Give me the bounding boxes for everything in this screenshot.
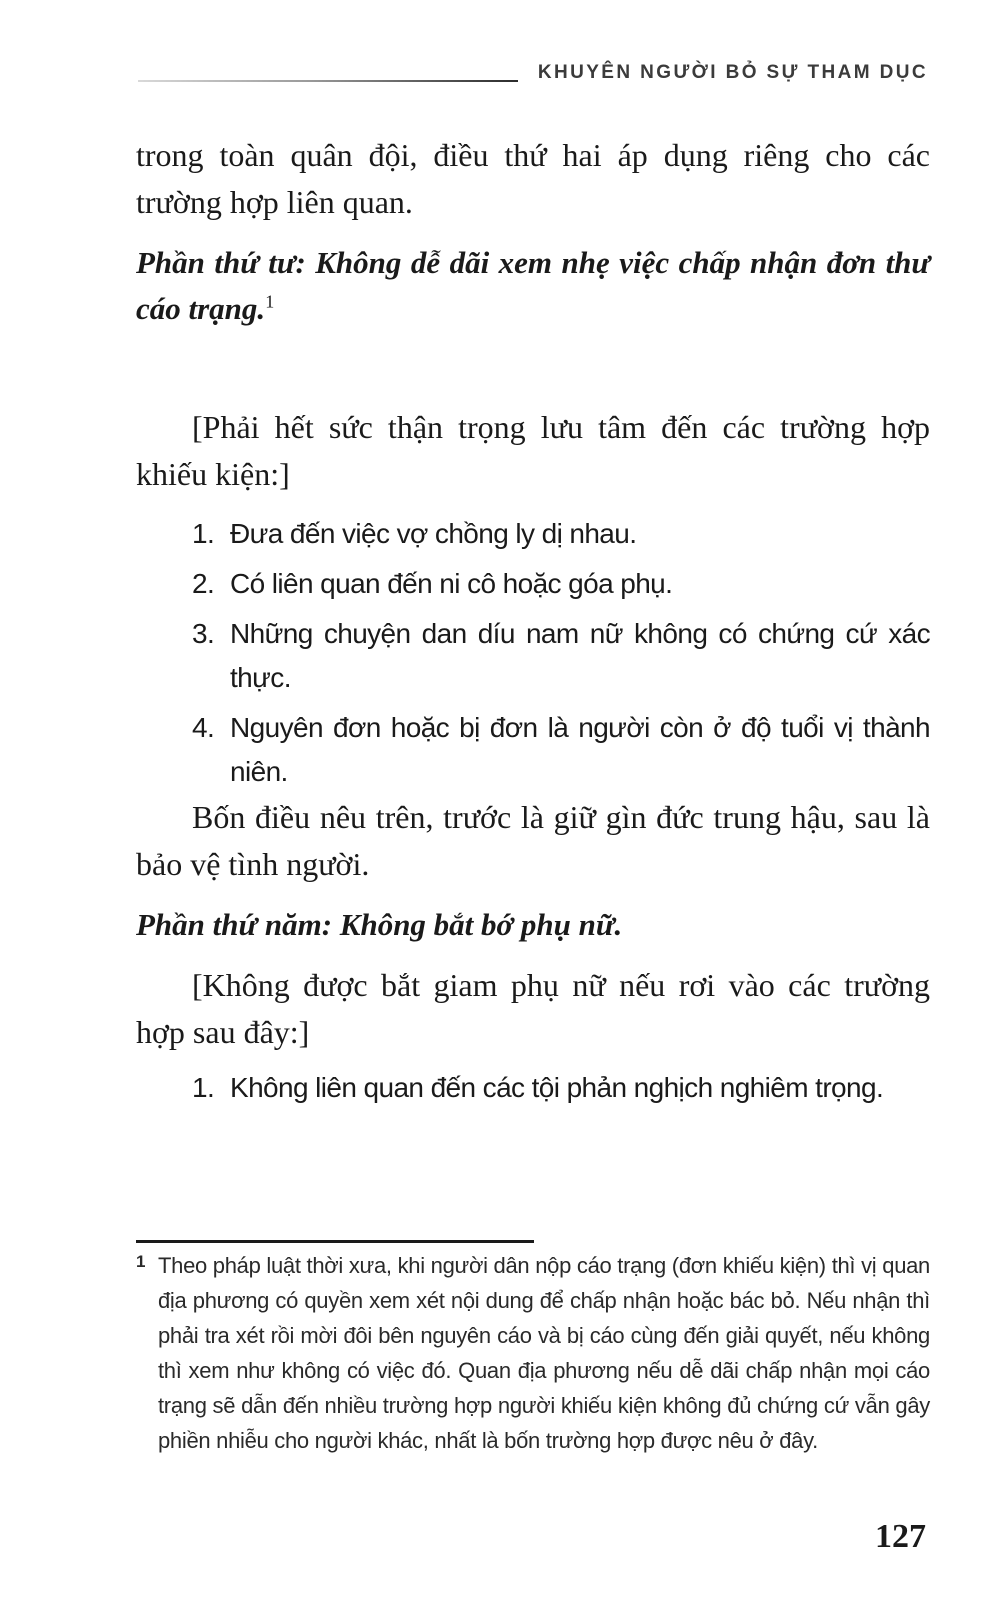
page-number: 127	[875, 1518, 926, 1555]
list-number: 1.	[192, 518, 215, 549]
footnote-mark: 1	[136, 1252, 146, 1271]
list-number: 2.	[192, 568, 215, 599]
list-text: Những chuyện dan díu nam nữ không có chứng cứ xác thực.	[230, 618, 930, 693]
section4-intro: [Phải hết sức thận trọng lưu tâm đến các trường hợp khiếu kiện:]	[136, 409, 930, 492]
footnote-text: Theo pháp luật thời xưa, khi người dân nộp cáo trạng (đơn khiếu kiện) thì vị quan địa phương có quyền xem xét nội dung để chấp nhận hoặc bác bỏ. Nếu nhận thì phải tra xét rồi mời đôi bên nguyên cáo và bị cáo cùng đến giải quyết, nếu không thì xem như không có việc đó. Quan địa phương nếu dễ dãi chấp nhận mọi cáo trạng sẽ dẫn đến nhiều trường hợp người khiếu kiện không đủ chứng cứ vẫn gây phiền nhiễu cho người khác, nhất là bốn trường hợp được nêu ở đây.	[158, 1253, 930, 1453]
list-number: 1.	[192, 1072, 215, 1103]
running-header	[138, 58, 928, 86]
list-text: Có liên quan đến ni cô hoặc góa phụ.	[230, 568, 673, 599]
section4-heading-text: Phần thứ tư: Không dễ dãi xem nhẹ việc chấp nhận đơn thư cáo trạng.	[136, 245, 930, 326]
list-number: 4.	[192, 712, 215, 743]
footnote-reference: 1	[265, 291, 275, 312]
running-title: KHUYÊN NGƯỜI BỎ SỰ THAM DỤC	[537, 62, 928, 83]
section5-intro: [Không được bắt giam phụ nữ nếu rơi vào các trường hợp sau đây:]	[136, 967, 930, 1050]
footnote-rule	[136, 1240, 534, 1243]
body-text	[136, 132, 930, 1110]
header-rule	[138, 80, 518, 82]
list-item	[136, 706, 930, 794]
section4-list	[136, 512, 930, 794]
list-item	[136, 562, 930, 606]
continuation-paragraph: trong toàn quân đội, điều thứ hai áp dụng riêng cho các trường hợp liên quan.	[136, 137, 930, 220]
list-text: Nguyên đơn hoặc bị đơn là người còn ở độ tuổi vị thành niên.	[230, 712, 930, 787]
list-item	[136, 612, 930, 700]
section5-heading: Phần thứ năm: Không bắt bớ phụ nữ.	[136, 907, 623, 942]
section4-heading	[136, 240, 930, 332]
list-text: Không liên quan đến các tội phản nghịch nghiêm trọng.	[230, 1072, 884, 1103]
section5-list	[136, 1066, 930, 1110]
list-number: 3.	[192, 618, 215, 649]
list-item	[136, 512, 930, 556]
section4-conclusion: Bốn điều nêu trên, trước là giữ gìn đức trung hậu, sau là bảo vệ tình người.	[136, 799, 930, 882]
list-text: Đưa đến việc vợ chồng ly dị nhau.	[230, 518, 637, 549]
list-item	[136, 1066, 930, 1110]
footnote	[136, 1248, 930, 1458]
